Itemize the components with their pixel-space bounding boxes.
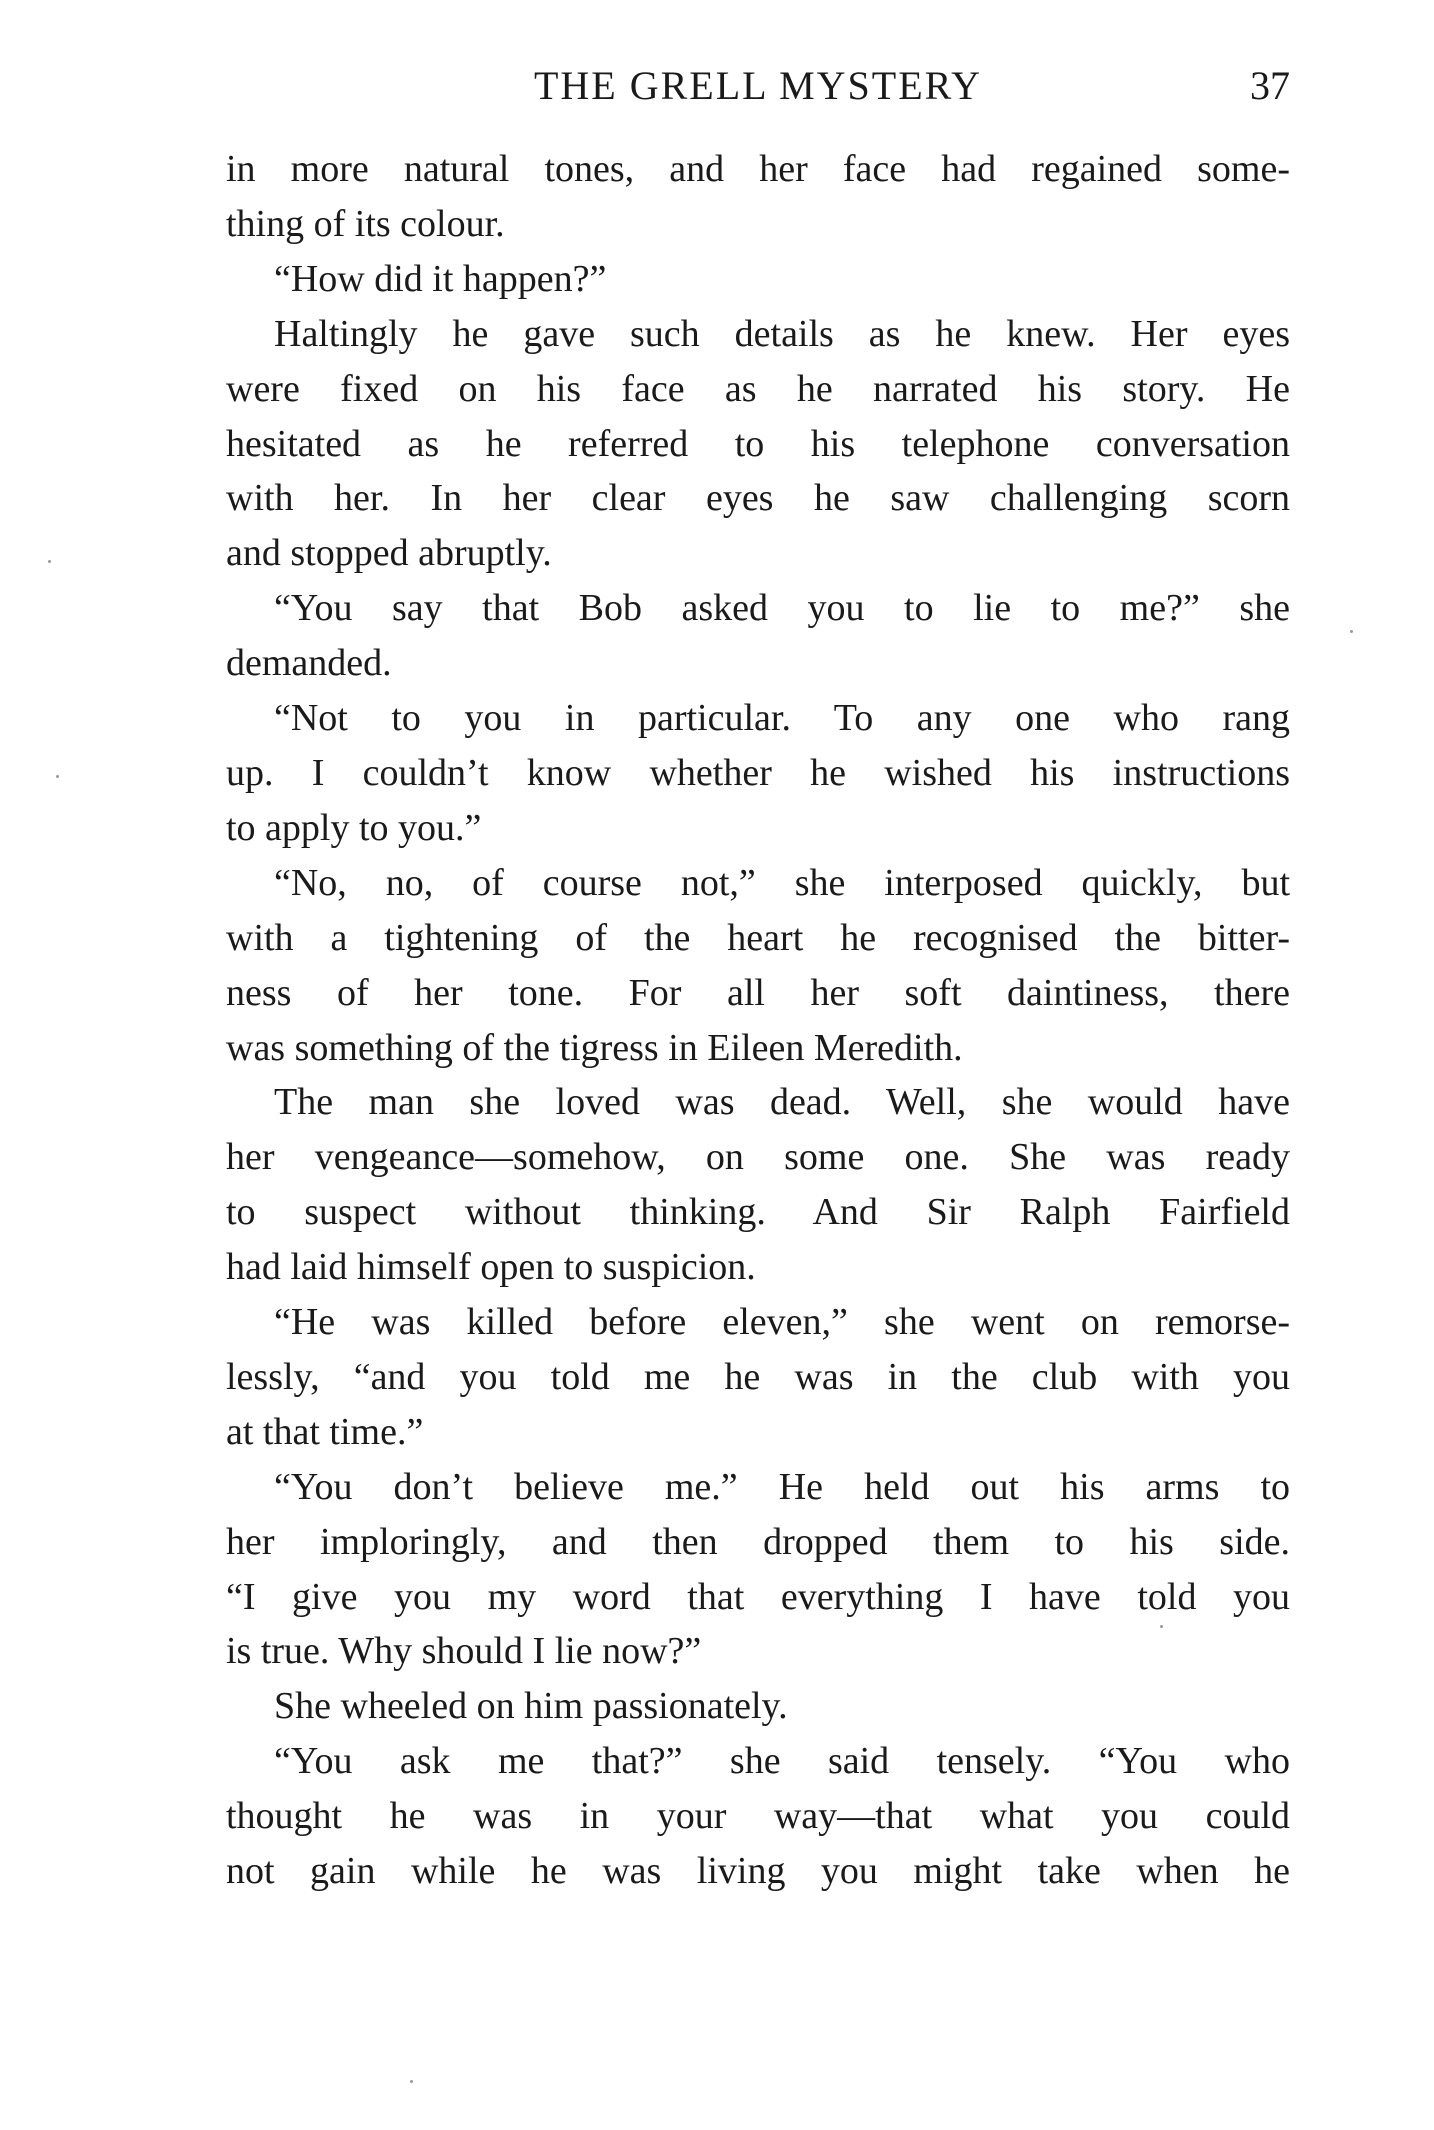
text-line: “No, no, of course not,” she interposed quickly, but	[274, 861, 1290, 904]
scan-speck	[1160, 1625, 1163, 1628]
text-line: at that time.”	[226, 1410, 424, 1453]
text-line: not gain while he was living you might take when he	[226, 1850, 1290, 1893]
body-text	[226, 142, 1290, 1899]
text-line: had laid himself open to suspicion.	[226, 1246, 756, 1289]
text-line: “He was killed before eleven,” she went on remorse-	[274, 1301, 1290, 1344]
text-line: Haltingly he gave such details as he knew. Her eyes	[274, 312, 1290, 355]
text-line: is true. Why should I lie now?”	[226, 1630, 702, 1673]
running-title: THE GRELL MYSTERY	[533, 63, 983, 108]
text-line: She wheeled on him passionately.	[274, 1685, 788, 1728]
scan-speck	[1350, 630, 1353, 633]
page-number: 37	[1250, 63, 1290, 108]
text-line: her imploringly, and then dropped them to his side.	[226, 1520, 1290, 1563]
text-line: were fixed on his face as he narrated his story. He	[226, 367, 1290, 410]
text-line: to suspect without thinking. And Sir Ralph Fairfield	[226, 1191, 1290, 1234]
text-line: “I give you my word that everything I have told you	[226, 1575, 1290, 1618]
text-line: “You ask me that?” she said tensely. “You who	[274, 1740, 1290, 1783]
text-line: in more natural tones, and her face had regained some-	[226, 148, 1290, 190]
text-line: “You don’t believe me.” He held out his arms to	[274, 1465, 1290, 1508]
text-line: with a tightening of the heart he recognised the bitter-	[226, 916, 1290, 959]
text-line: hesitated as he referred to his telephone conversation	[226, 422, 1290, 465]
text-line: thing of its colour.	[226, 202, 505, 245]
text-line: ness of her tone. For all her soft daintiness, there	[226, 971, 1290, 1014]
text-line: “Not to you in particular. To any one who rang	[274, 697, 1290, 740]
text-line: “How did it happen?”	[274, 257, 607, 300]
text-line: The man she loved was dead. Well, she would have	[274, 1081, 1290, 1124]
page-header	[226, 62, 1290, 118]
scan-speck	[410, 2080, 413, 2083]
text-line: and stopped abruptly.	[226, 532, 552, 575]
text-line: lessly, “and you told me he was in the club with you	[226, 1355, 1290, 1398]
text-line: was something of the tigress in Eileen Meredith.	[226, 1026, 963, 1069]
text-line: “You say that Bob asked you to lie to me?” she	[274, 587, 1290, 630]
text-line: up. I couldn’t know whether he wished his instructions	[226, 751, 1290, 794]
text-line: to apply to you.”	[226, 806, 482, 849]
scan-speck	[56, 775, 59, 778]
text-line: her vengeance—somehow, on some one. She was ready	[226, 1136, 1290, 1179]
text-line: with her. In her clear eyes he saw challenging scorn	[226, 477, 1290, 520]
text-line: demanded.	[226, 642, 392, 685]
scan-speck	[48, 560, 51, 563]
text-line: thought he was in your way—that what you could	[226, 1795, 1290, 1838]
